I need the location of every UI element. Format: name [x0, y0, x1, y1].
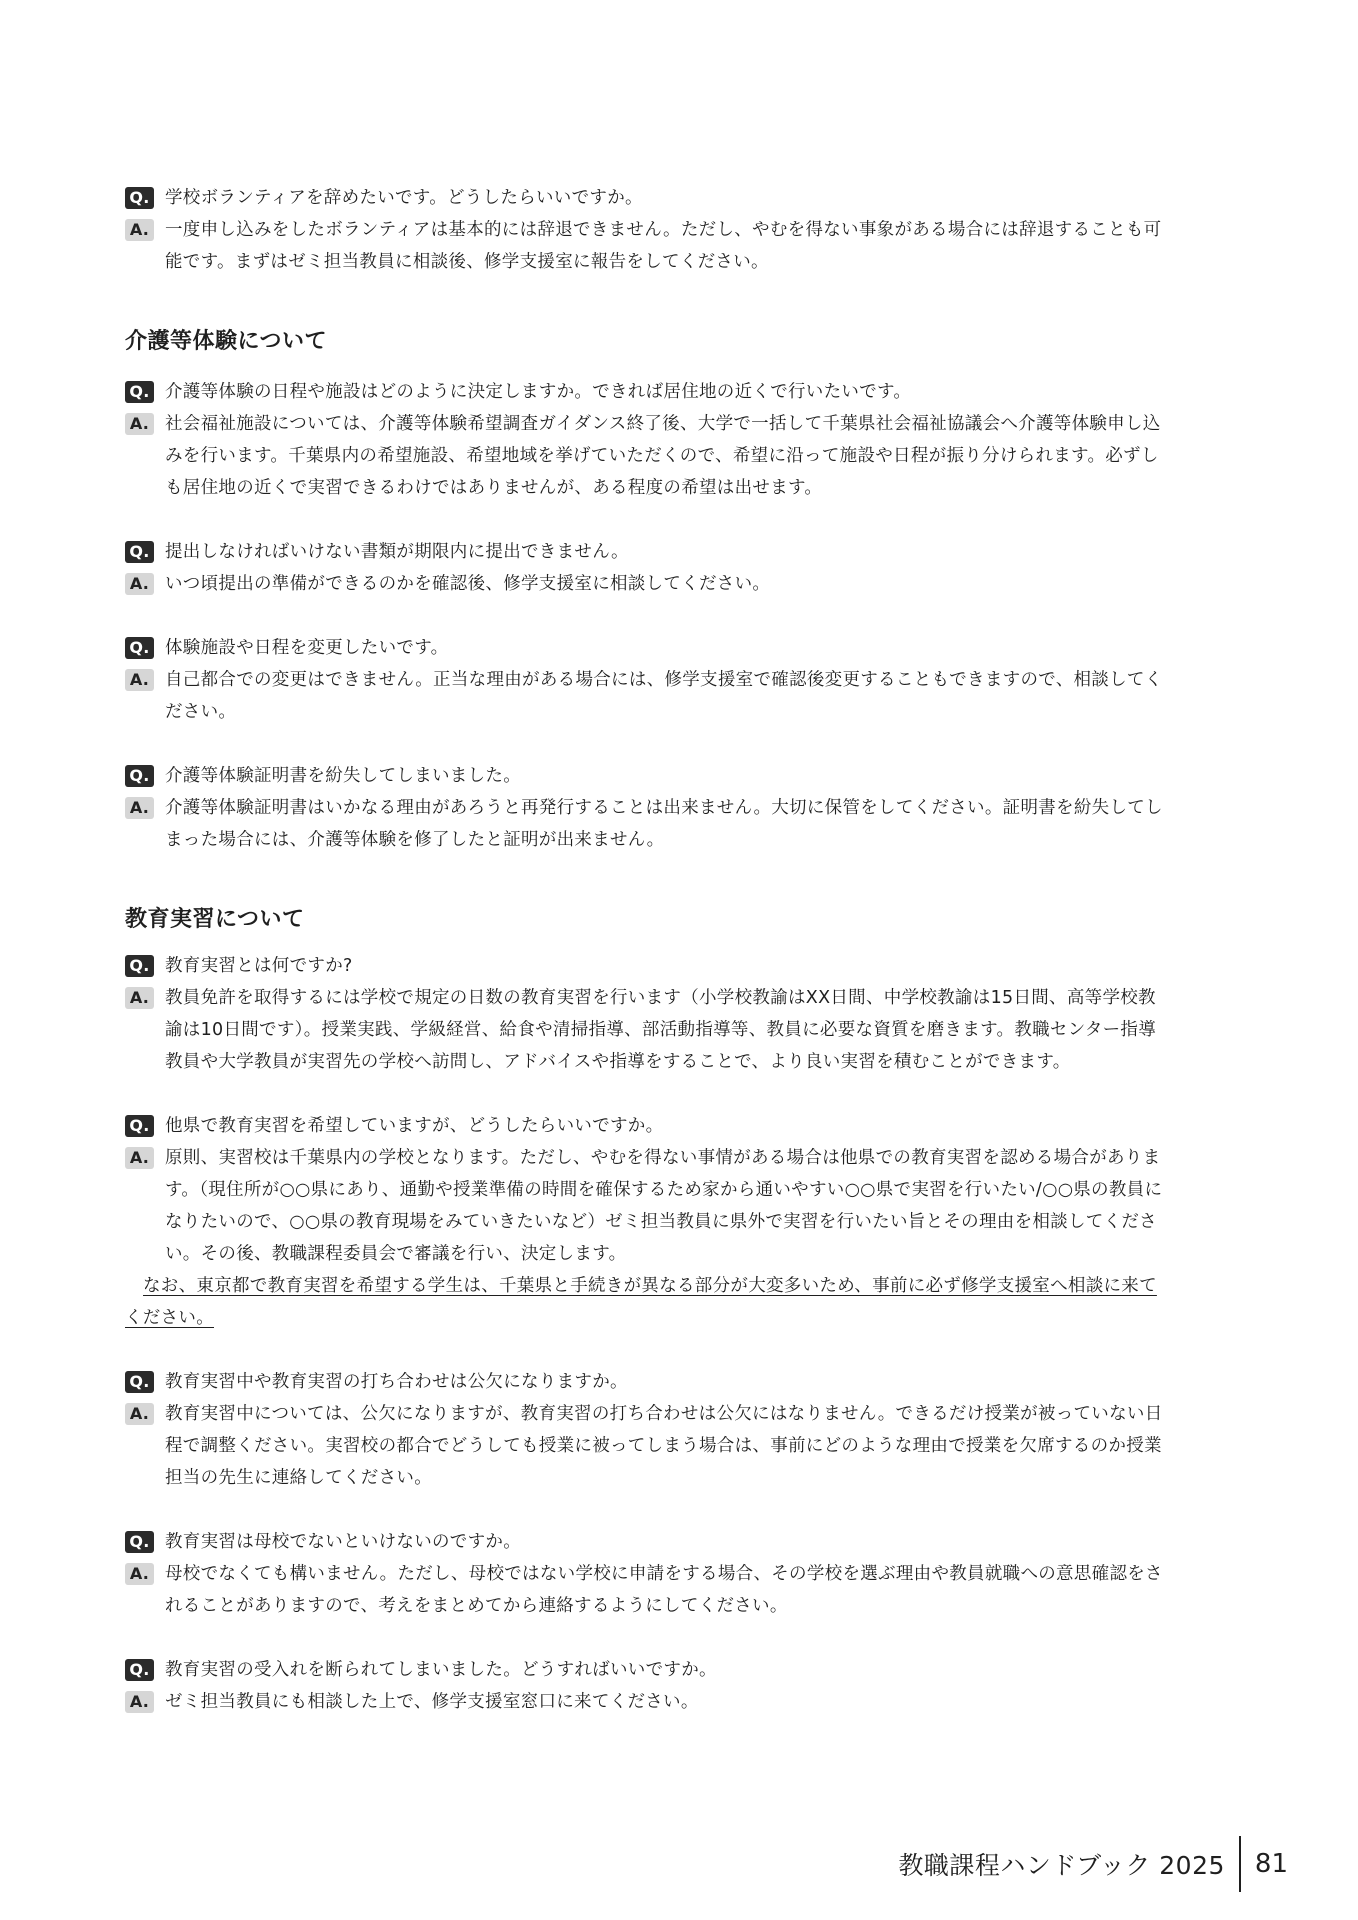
question-text: 教育実習中や教育実習の打ち合わせは公欠になりますか。: [165, 1372, 628, 1392]
question-text: 教育実習は母校でないといけないのですか。: [165, 1532, 521, 1552]
tokyo-note: なお、東京都で教育実習を希望する学生は、千葉県と手続きが異なる部分が大変多いため、事前に必ず修学支援室へ相談に来てください。: [125, 1276, 1157, 1328]
answer: [125, 982, 1173, 1078]
answer-text: いつ頃提出の準備ができるのかを確認後、修学支援室に相談してください。: [165, 574, 771, 594]
a-badge: A.: [125, 1403, 154, 1425]
answer: [125, 1142, 1173, 1270]
question-text: 提出しなければいけない書類が期限内に提出できません。: [165, 542, 629, 562]
answer-text: 介護等体験証明書はいかなる理由があろうと再発行することは出来ません。大切に保管をしてください。証明書を紛失してしまった場合には、介護等体験を修了したと証明が出来ません。: [165, 798, 1163, 850]
question: [125, 950, 1173, 982]
qa-item: [125, 760, 1173, 856]
question: [125, 632, 1173, 664]
handbook-title: 教職課程ハンドブック 2025: [898, 1851, 1225, 1880]
question: [125, 1526, 1173, 1558]
q-badge: Q.: [125, 541, 154, 563]
page-footer: [898, 1836, 1288, 1892]
q-badge: Q.: [125, 1531, 154, 1553]
qa-item: [125, 182, 1173, 278]
question-text: 体験施設や日程を変更したいです。: [165, 638, 449, 658]
answer: [125, 1398, 1173, 1494]
a-badge: A.: [125, 1563, 154, 1585]
a-badge: A.: [125, 797, 154, 819]
answer-text: 母校でなくても構いません。ただし、母校ではない学校に申請をする場合、その学校を選ぶ理由や教員就職への意思確認をされることがありますので、考えをまとめてから連絡するようにしてください。: [165, 1564, 1163, 1616]
q-badge: Q.: [125, 381, 154, 403]
question-text: 他県で教育実習を希望していますが、どうしたらいいですか。: [165, 1116, 664, 1136]
qa-content: [125, 182, 1173, 1718]
question-text: 学校ボランティアを辞めたいです。どうしたらいいですか。: [165, 188, 643, 208]
q-badge: Q.: [125, 637, 154, 659]
section-heading-kaigo: 介護等体験について: [125, 329, 328, 354]
qa-item: [125, 1110, 1173, 1334]
qa-item: [125, 632, 1173, 728]
section-heading-kyoiku-jisshu: 教育実習について: [125, 907, 305, 932]
answer: [125, 568, 1173, 600]
page-number: 81: [1254, 1849, 1288, 1879]
question: [125, 760, 1173, 792]
question: [125, 1110, 1173, 1142]
qa-item: [125, 1366, 1173, 1494]
answer: [125, 1558, 1173, 1622]
answer: [125, 792, 1173, 856]
q-badge: Q.: [125, 1659, 154, 1681]
answer: [125, 664, 1173, 728]
question: [125, 1654, 1173, 1686]
question: [125, 1366, 1173, 1398]
question: [125, 182, 1173, 214]
answer-text: 教育実習中については、公欠になりますが、教育実習の打ち合わせは公欠にはなりません。できるだけ授業が被っていない日程で調整ください。実習校の都合でどうしても授業に被ってしまう場合は、事前にどのような理由で授業を欠席するのか授業担当の先生に連絡してください。: [165, 1404, 1163, 1488]
answer: [125, 1686, 1173, 1718]
a-badge: A.: [125, 1147, 154, 1169]
question-text: 教育実習とは何ですか?: [165, 956, 353, 976]
qa-item: [125, 1526, 1173, 1622]
question: [125, 376, 1173, 408]
answer-text: 教員免許を取得するには学校で規定の日数の教育実習を行います（小学校教諭はXX日間、中学校教諭は15日間、高等学校教諭は10日間です）。授業実践、学級経営、給食や清掃指導、部活動指導等、教員に必要な資質を磨きます。教職センター指導教員や大学教員が実習先の学校へ訪問し、アドバイスや指導をすることで、より良い実習を積むことができます。: [165, 988, 1157, 1072]
qa-item: [125, 536, 1173, 600]
qa-item: [125, 950, 1173, 1078]
a-badge: A.: [125, 1691, 154, 1713]
a-badge: A.: [125, 573, 154, 595]
footer-divider: [1239, 1836, 1241, 1892]
qa-item: [125, 1654, 1173, 1718]
q-badge: Q.: [125, 187, 154, 209]
a-badge: A.: [125, 669, 154, 691]
q-badge: Q.: [125, 1371, 154, 1393]
a-badge: A.: [125, 987, 154, 1009]
q-badge: Q.: [125, 1115, 154, 1137]
answer-text: 自己都合での変更はできません。正当な理由がある場合には、修学支援室で確認後変更することもできますので、相談してください。: [165, 670, 1163, 722]
a-badge: A.: [125, 413, 154, 435]
question-text: 介護等体験証明書を紛失してしまいました。: [165, 766, 521, 786]
answer-text: 社会福祉施設については、介護等体験希望調査ガイダンス終了後、大学で一括して千葉県社会福祉協議会へ介護等体験申し込みを行います。千葉県内の希望施設、希望地域を挙げていただくので、希望に沿って施設や日程が振り分けられます。必ずしも居住地の近くで実習できるわけではありませんが、ある程度の希望は出せます。: [165, 414, 1161, 498]
answer-text: 原則、実習校は千葉県内の学校となります。ただし、やむを得ない事情がある場合は他県での教育実習を認める場合があります。（現住所が○○県にあり、通勤や授業準備の時間を確保するため家から通いやすい○○県で実習を行いたい/○○県の教員になりたいので、○○県の教育現場をみていきたいなど）ゼミ担当教員に県外で実習を行いたい旨とその理由を相談してください。その後、教職課程委員会で審議を行い、決定します。: [165, 1148, 1163, 1264]
answer: [125, 214, 1173, 278]
qa-item: [125, 376, 1173, 504]
question-text: 教育実習の受入れを断られてしまいました。どうすればいいですか。: [165, 1660, 717, 1680]
answer-text: ゼミ担当教員にも相談した上で、修学支援室窓口に来てください。: [165, 1692, 699, 1712]
answer: [125, 408, 1173, 504]
q-badge: Q.: [125, 955, 154, 977]
answer-text: 一度申し込みをしたボランティアは基本的には辞退できません。ただし、やむを得ない事象がある場合には辞退することも可能です。まずはゼミ担当教員に相談後、修学支援室に報告をしてください。: [165, 220, 1162, 272]
a-badge: A.: [125, 219, 154, 241]
question-text: 介護等体験の日程や施設はどのように決定しますか。できれば居住地の近くで行いたいです。: [165, 382, 912, 402]
q-badge: Q.: [125, 765, 154, 787]
question: [125, 536, 1173, 568]
